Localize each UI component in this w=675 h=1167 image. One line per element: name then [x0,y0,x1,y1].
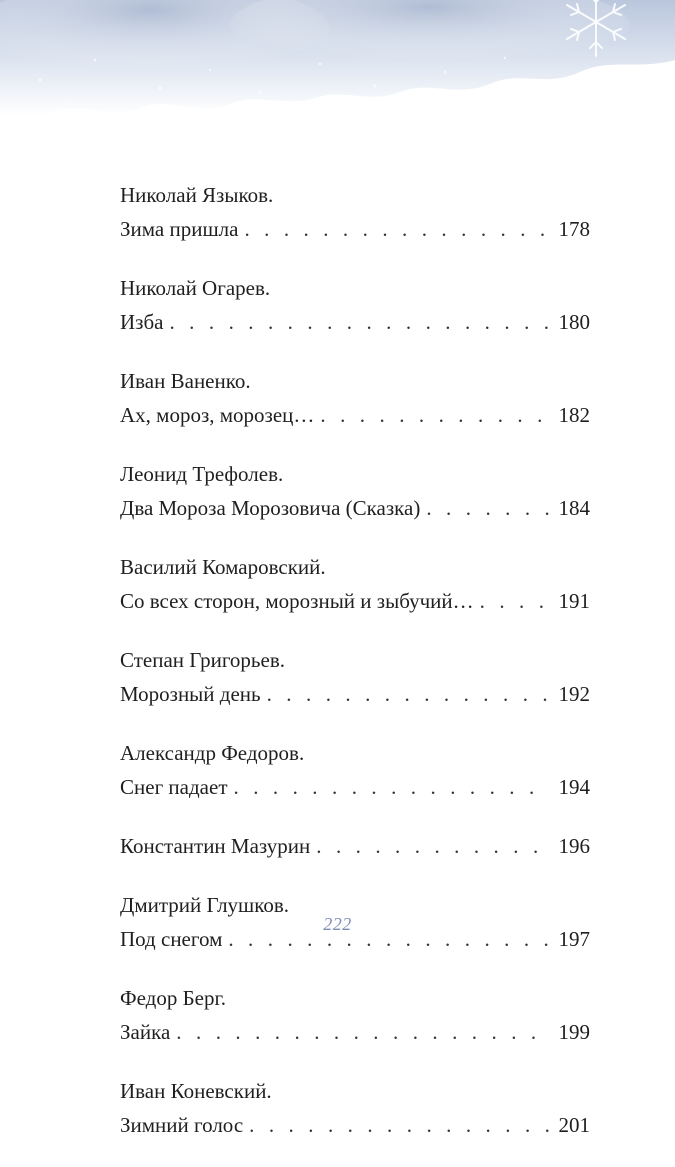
entry-page: 182 [558,403,590,427]
entry-line [120,677,590,711]
entry-author: Иван Ваненко. [120,369,251,393]
entry-title: Ах, мороз, морозец… [120,403,315,427]
entry-author: Василий Комаровский. [120,555,326,579]
toc-entry [120,829,590,863]
dot-leader [267,677,550,711]
dot-leader [480,584,550,618]
entry-page: 201 [558,1113,590,1137]
entry-title: Зайка [120,1020,171,1044]
toc-entry [120,178,590,246]
entry-author: Степан Григорьев. [120,648,285,672]
toc-entry [120,550,590,618]
entry-line [120,491,590,525]
entry-title: Константин Мазурин [120,834,311,858]
entry-title: Зимний голос [120,1113,244,1137]
toc-entry [120,271,590,339]
entry-author: Александр Федоров. [120,741,305,765]
entry-page: 178 [558,217,590,241]
entry-page: 192 [558,682,590,706]
toc-entry [120,981,590,1049]
entry-title: Зима пришла [120,217,239,241]
dot-leader [316,829,550,863]
entry-page: 180 [558,310,590,334]
dot-leader [249,1108,550,1142]
toc-entry [120,643,590,711]
entry-page: 199 [558,1020,590,1044]
snow-wash-image [0,0,675,140]
dot-leader [426,491,550,525]
dot-leader [234,770,551,804]
entry-line [120,398,590,432]
dot-leader [244,212,550,246]
entry-line [120,770,590,804]
entry-line [120,1108,590,1142]
entry-page: 191 [558,589,590,613]
entry-page: 197 [558,927,590,951]
entry-line [120,584,590,618]
entry-title: Со всех сторон, морозный и зыбучий… [120,589,474,613]
entry-page: 184 [558,496,590,520]
entry-title: Два Мороза Морозовича (Сказка) [120,496,421,520]
entry-author: Николай Языков. [120,183,274,207]
toc-entry [120,736,590,804]
entry-page: 194 [558,775,590,799]
dot-leader [176,1015,550,1049]
entry-title: Под снегом [120,927,223,951]
entry-line [120,1015,590,1049]
entry-author: Федор Берг. [120,986,226,1010]
entry-page: 196 [558,834,590,858]
toc-entry [120,1074,590,1142]
table-of-contents [120,178,590,1167]
toc-entry [120,364,590,432]
entry-line [120,829,590,863]
entry-title: Изба [120,310,164,334]
entry-author: Иван Коневский. [120,1079,272,1103]
page-number: 222 [323,914,352,934]
dot-leader [169,305,550,339]
entry-title: Снег падает [120,775,228,799]
dot-leader [320,398,550,432]
entry-line [120,305,590,339]
entry-line [120,212,590,246]
toc-entry [120,457,590,525]
entry-author: Николай Огарев. [120,276,271,300]
entry-author: Леонид Трефолев. [120,462,284,486]
entry-title: Морозный день [120,682,261,706]
header-snow-illustration [0,0,675,140]
entry-author: Дмитрий Глушков. [120,893,290,917]
